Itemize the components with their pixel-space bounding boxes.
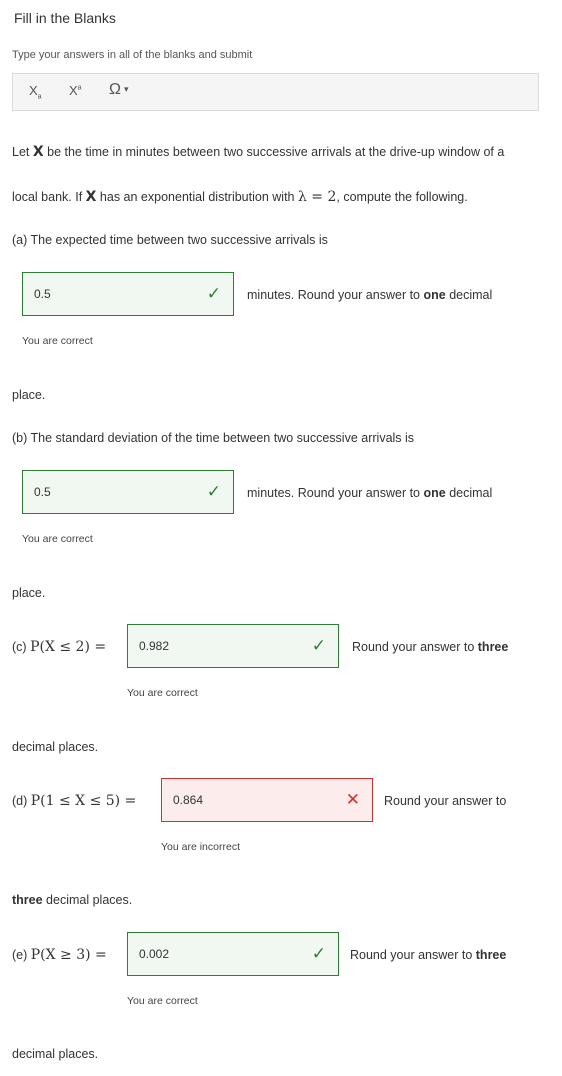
part-a-answer-value: 0.5 <box>34 287 51 301</box>
superscript-button[interactable] <box>69 83 82 98</box>
problem-text: has an exponential distribution with <box>96 190 298 204</box>
part-c-letter: (c) <box>12 640 31 654</box>
check-icon: ✓ <box>206 284 221 303</box>
part-d-continuation <box>12 893 132 907</box>
omega-icon: Ω <box>109 81 121 98</box>
superscript-mark: a <box>77 84 82 92</box>
part-d-letter: (d) <box>12 794 31 808</box>
part-d-feedback: You are incorrect <box>161 841 240 853</box>
part-b-instruction-text: decimal <box>445 486 493 500</box>
part-e-expression: P(X ≥ 3) = <box>30 947 107 963</box>
part-e-letter: (e) <box>12 948 31 962</box>
part-c-instruction-text: Round your answer to <box>352 640 478 654</box>
problem-line-1 <box>12 144 504 160</box>
lambda-expression: λ = 2 <box>297 189 337 205</box>
subscript-button[interactable] <box>29 83 42 101</box>
part-e-answer-field[interactable] <box>127 932 339 976</box>
part-b-continuation: place. <box>12 586 46 600</box>
check-icon: ✓ <box>311 636 326 655</box>
part-a-instruction <box>247 288 492 302</box>
part-e-instruction-text: Round your answer to <box>350 948 476 962</box>
cross-icon: ✕ <box>345 790 360 809</box>
problem-text: local bank. If <box>12 190 86 204</box>
part-a-instruction-text: decimal <box>445 288 493 302</box>
part-b-instruction-text: minutes. Round your answer to <box>247 486 424 500</box>
part-c-feedback: You are correct <box>127 687 198 699</box>
part-c-label <box>12 639 106 655</box>
part-b-feedback: You are correct <box>22 533 93 545</box>
part-a-instruction-bold: one <box>423 288 446 302</box>
subscript-label: X <box>29 83 38 98</box>
chevron-down-icon: ▾ <box>123 84 129 95</box>
part-d-answer-value: 0.864 <box>173 793 204 807</box>
variable-x: X <box>85 189 97 205</box>
part-a-feedback: You are correct <box>22 335 93 347</box>
problem-text: , compute the following. <box>336 190 468 204</box>
problem-line-2 <box>12 189 468 205</box>
part-d-label <box>12 793 136 809</box>
variable-x: X <box>32 144 44 160</box>
part-c-answer-field[interactable] <box>127 624 339 668</box>
check-icon: ✓ <box>206 482 221 501</box>
superscript-label: X <box>69 83 78 98</box>
part-c-instruction-bold: three <box>477 640 509 654</box>
part-d-continuation-text: decimal places. <box>42 893 133 907</box>
part-d-instruction: Round your answer to <box>384 794 507 808</box>
math-toolbar <box>12 73 539 111</box>
part-c-expression: P(X ≤ 2) = <box>30 639 107 655</box>
part-e-instruction-bold: three <box>475 948 507 962</box>
symbols-dropdown[interactable] <box>109 81 129 99</box>
part-b-prompt: (b) The standard deviation of the time between two successive arrivals is <box>12 431 415 445</box>
part-b-instruction <box>247 486 492 500</box>
part-a-instruction-text: minutes. Round your answer to <box>247 288 424 302</box>
part-b-instruction-bold: one <box>423 486 446 500</box>
problem-text: Let <box>12 145 33 159</box>
part-d-expression: P(1 ≤ X ≤ 5) = <box>30 793 137 809</box>
part-e-label <box>12 947 107 963</box>
part-d-continuation-bold: three <box>12 893 43 907</box>
check-icon: ✓ <box>311 944 326 963</box>
part-c-instruction <box>352 640 508 654</box>
instructions: Type your answers in all of the blanks and submit <box>12 49 253 61</box>
part-c-answer-value: 0.982 <box>139 639 170 653</box>
part-e-instruction <box>350 948 506 962</box>
problem-text: be the time in minutes between two successive arrivals at the drive-up window of a <box>43 145 505 159</box>
part-a-continuation: place. <box>12 388 46 402</box>
subscript-mark: a <box>37 93 42 101</box>
part-a-answer-field[interactable] <box>22 272 234 316</box>
part-b-answer-field[interactable] <box>22 470 234 514</box>
part-d-answer-field[interactable] <box>161 778 373 822</box>
part-a-prompt: (a) The expected time between two successive arrivals is <box>12 233 328 247</box>
page-title: Fill in the Blanks <box>14 10 116 26</box>
part-b-answer-value: 0.5 <box>34 485 51 499</box>
part-e-answer-value: 0.002 <box>139 947 170 961</box>
part-c-continuation: decimal places. <box>12 740 99 754</box>
part-e-continuation: decimal places. <box>12 1047 99 1061</box>
part-e-feedback: You are correct <box>127 995 198 1007</box>
